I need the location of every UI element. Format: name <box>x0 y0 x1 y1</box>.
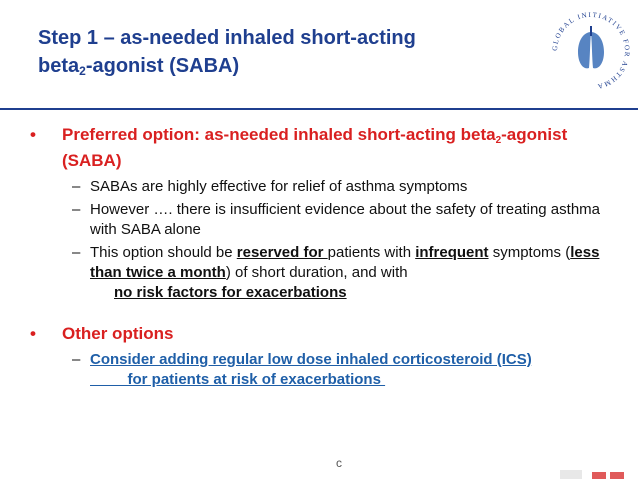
no-risk-factors-text: no risk factors for exacerbations <box>114 284 347 301</box>
bullet-dot-icon: • <box>30 324 36 343</box>
corner-decoration <box>560 470 638 479</box>
title-line1: Step 1 – as-needed inhaled short-acting <box>38 27 416 49</box>
footer-mark: c <box>336 456 342 470</box>
gina-logo <box>548 8 634 94</box>
bullet-other-options: • Other options <box>20 321 630 347</box>
dash-icon: – <box>72 178 81 195</box>
title-subscript: 2 <box>79 64 86 78</box>
bullet-preferred: • Preferred option: as-needed inhaled short-acting beta$_2$-agonist (SABA) <box>20 122 630 174</box>
title-divider <box>0 108 638 110</box>
consider-ics-link[interactable]: Consider adding regular low dose inhaled corticosteroid (ICS) <box>90 351 532 368</box>
title-line2-b: -agonist (SABA) <box>85 55 240 77</box>
title-line2-a: beta <box>38 55 80 77</box>
sub-item-insufficient-evidence: – However …. there is insufficient evidence about the safety of treating asthma with SABA alone <box>72 201 600 238</box>
sub-item-reserved: – This option should be reserved for patients with infrequent symptoms (less than twice a month) of short duration, and with no risk factors for exacerbations <box>72 244 600 301</box>
svg-text:GLOBAL INITIATIVE FOR ASTHMA <box>551 11 631 91</box>
dash-icon: – <box>72 351 81 368</box>
dash-icon: – <box>72 244 81 261</box>
risk-exacerbations-link[interactable]: for patients at risk of exacerbations <box>90 371 386 388</box>
sub-item-consider-ics[interactable] <box>20 350 630 390</box>
dash-icon: – <box>72 201 81 218</box>
slide-title <box>38 24 488 80</box>
sub-item-saba-effective: – SABAs are highly effective for relief of asthma symptoms <box>72 178 468 195</box>
slide-body <box>20 122 630 390</box>
bullet-dot-icon: • <box>30 125 36 144</box>
logo-text: GLOBAL INITIATIVE FOR ASTHMA <box>550 10 632 91</box>
